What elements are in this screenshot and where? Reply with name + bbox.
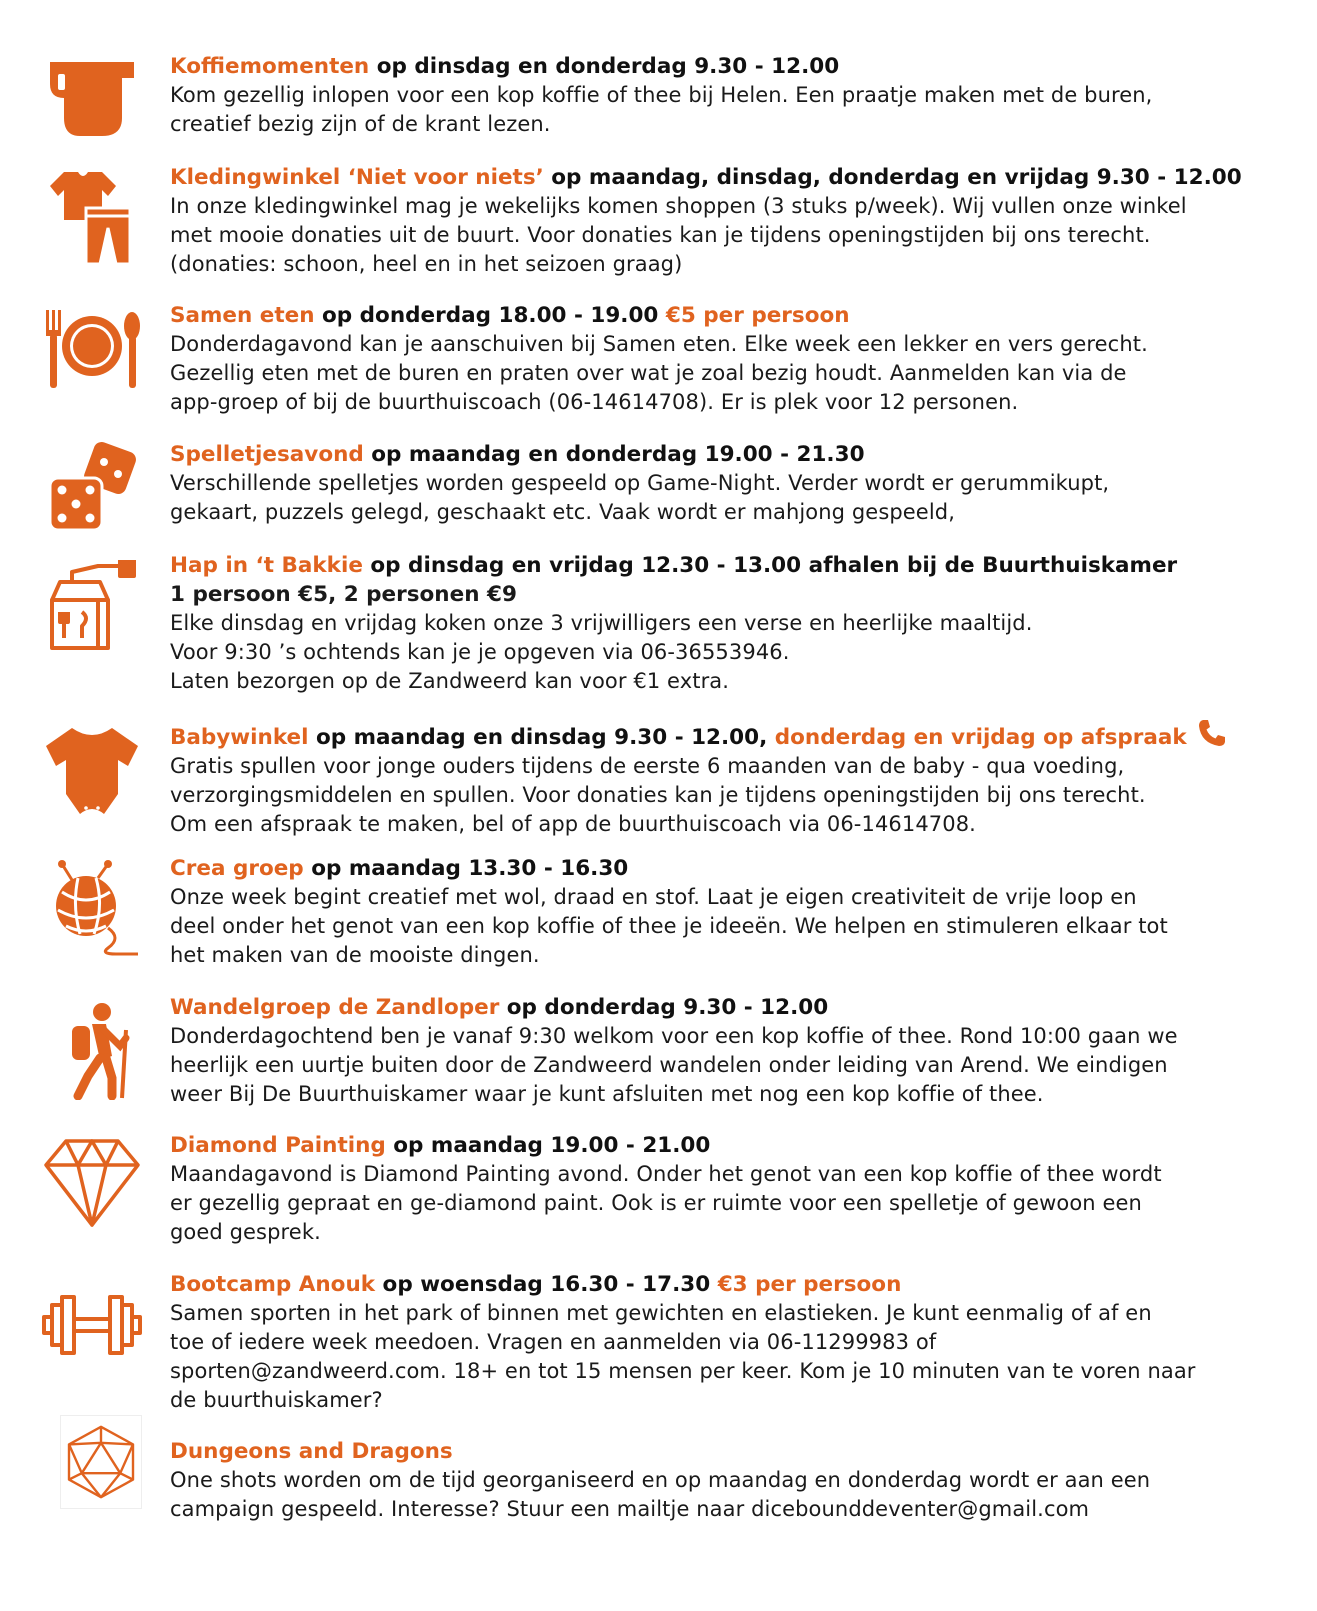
activity-title: Crea groep op maandag 13.30 - 16.30 bbox=[170, 856, 629, 881]
activity-description: Maandagavond is Diamond Painting avond. Onder het genot van een kop koffie of thee wordt er gezellig gepraat en ge-diamond paint. Ook is er ruimte voor een spelletje of gewoon een goed gesprek. bbox=[170, 1162, 1162, 1244]
dice-icon bbox=[42, 440, 142, 540]
activity-title: Samen eten op donderdag 18.00 - 19.00 €5 per persoon bbox=[170, 303, 850, 328]
diamond-icon bbox=[42, 1133, 142, 1233]
activity-description: Donderdagochtend ben je vanaf 9:30 welkom voor een kop koffie of thee. Rond 10:00 gaan we heerlijk een uurtje buiten door de Zandweerd wandelen onder leiding van Arend. We eindigen weer Bij De Buurthuiskamer waar je kunt afsluiten met nog een kop koffie of thee. bbox=[170, 1024, 1178, 1106]
yarn-ball-icon bbox=[42, 858, 142, 958]
plate-cutlery-icon bbox=[42, 300, 142, 400]
hiker-icon bbox=[42, 1000, 142, 1100]
activity-title: Diamond Painting op maandag 19.00 - 21.00 bbox=[170, 1133, 711, 1158]
activity-description: Onze week begint creatief met wol, draad en stof. Laat je eigen creativiteit de vrije loop en deel onder het genot van een kop koffie of thee je ideeën. We helpen en stimuleren elkaar tot het maken van de mooiste dingen. bbox=[170, 885, 1168, 967]
phone-icon bbox=[1197, 718, 1227, 748]
activity-description: One shots worden om de tijd georganiseerd en op maandag en donderdag wordt er aan een campaign gespeeld. Interesse? Stuur een mailtje naar dicebounddeventer@gmail.com bbox=[170, 1468, 1151, 1521]
dumbbell-icon bbox=[42, 1275, 142, 1375]
price-label: 1 persoon €5, 2 personen €9 bbox=[170, 582, 517, 607]
activity-title: Babywinkel op maandag en dinsdag 9.30 - 12.00, donderdag en vrijdag op afspraak bbox=[170, 718, 1290, 752]
takeaway-bag-icon bbox=[42, 560, 142, 660]
activity-description: Donderdagavond kan je aanschuiven bij Samen eten. Elke week een lekker en vers gerecht. Gezellig eten met de buren en praten over wat je zoal bezig houdt. Aanmelden kan via de app-groep of bij de buurthuiscoach (06-14614708). Er is plek voor 12 personen. bbox=[170, 332, 1148, 414]
activity-description: Kom gezellig inlopen voor een kop koffie of thee bij Helen. Een praatje maken met de buren, creatief bezig zijn of de krant lezen. bbox=[170, 83, 1153, 136]
activity-title: Wandelgroep de Zandloper op donderdag 9.30 - 12.00 bbox=[170, 995, 829, 1020]
activity-title: Kledingwinkel ‘Niet voor niets’ op maandag, dinsdag, donderdag en vrijdag 9.30 - 12.00 bbox=[170, 165, 1242, 190]
clothing-icon bbox=[42, 168, 142, 268]
price-label: €3 per persoon bbox=[717, 1272, 902, 1297]
activity-description: Elke dinsdag en vrijdag koken onze 3 vrijwilligers een verse en heerlijke maaltijd. Voor 9:30 ’s ochtends kan je je opgeven via 06-36553946. Laten bezorgen op de Zandweerd kan voor €1 extra. bbox=[170, 611, 1033, 693]
d20-icon bbox=[60, 1415, 142, 1509]
activity-description: Verschillende spelletjes worden gespeeld op Game-Night. Verder wordt er gerummikupt, gekaart, puzzels gelegd, geschaakt etc. Vaak wordt er mahjong gespeeld, bbox=[170, 471, 1110, 524]
price-label: €5 per persoon bbox=[665, 303, 850, 328]
activity-description: In onze kledingwinkel mag je wekelijks komen shoppen (3 stuks p/week). Wij vullen onze winkel met mooie donaties uit de buurt. Voor donaties kan je tijdens openingstijden bij ons terecht. (donaties: schoon, heel en in het seizoen graag) bbox=[170, 194, 1187, 276]
activity-description: Gratis spullen voor jonge ouders tijdens de eerste 6 maanden van de baby - qua voeding, verzorgingsmiddelen en spullen. Voor donaties kan je tijdens openingstijden bij ons terecht. Om een afspraak te maken, bel of app de buurthuiscoach via 06-14614708. bbox=[170, 754, 1146, 836]
activity-description: Samen sporten in het park of binnen met gewichten en elastieken. Je kunt eenmalig of af en toe of iedere week meedoen. Vragen en aanmelden via 06-11299983 of sporten@zandweerd.com. 18+ en tot 15 mensen per keer. Kom je 10 minuten van te voren naar de buurthuiskamer? bbox=[170, 1301, 1196, 1412]
activity-title: Spelletjesavond op maandag en donderdag 19.00 - 21.30 bbox=[170, 442, 865, 467]
activity-title: Bootcamp Anouk op woensdag 16.30 - 17.30 €3 per persoon bbox=[170, 1272, 902, 1297]
coffee-mug-icon bbox=[42, 48, 142, 148]
activity-title: Dungeons and Dragons bbox=[170, 1439, 453, 1464]
activity-title: Koffiemomenten op dinsdag en donderdag 9.30 - 12.00 bbox=[170, 54, 840, 79]
baby-onesie-icon bbox=[42, 722, 142, 822]
activity-title: Hap in ‘t Bakkie op dinsdag en vrijdag 12.30 - 13.00 afhalen bij de Buurthuiskamer bbox=[170, 553, 1178, 578]
